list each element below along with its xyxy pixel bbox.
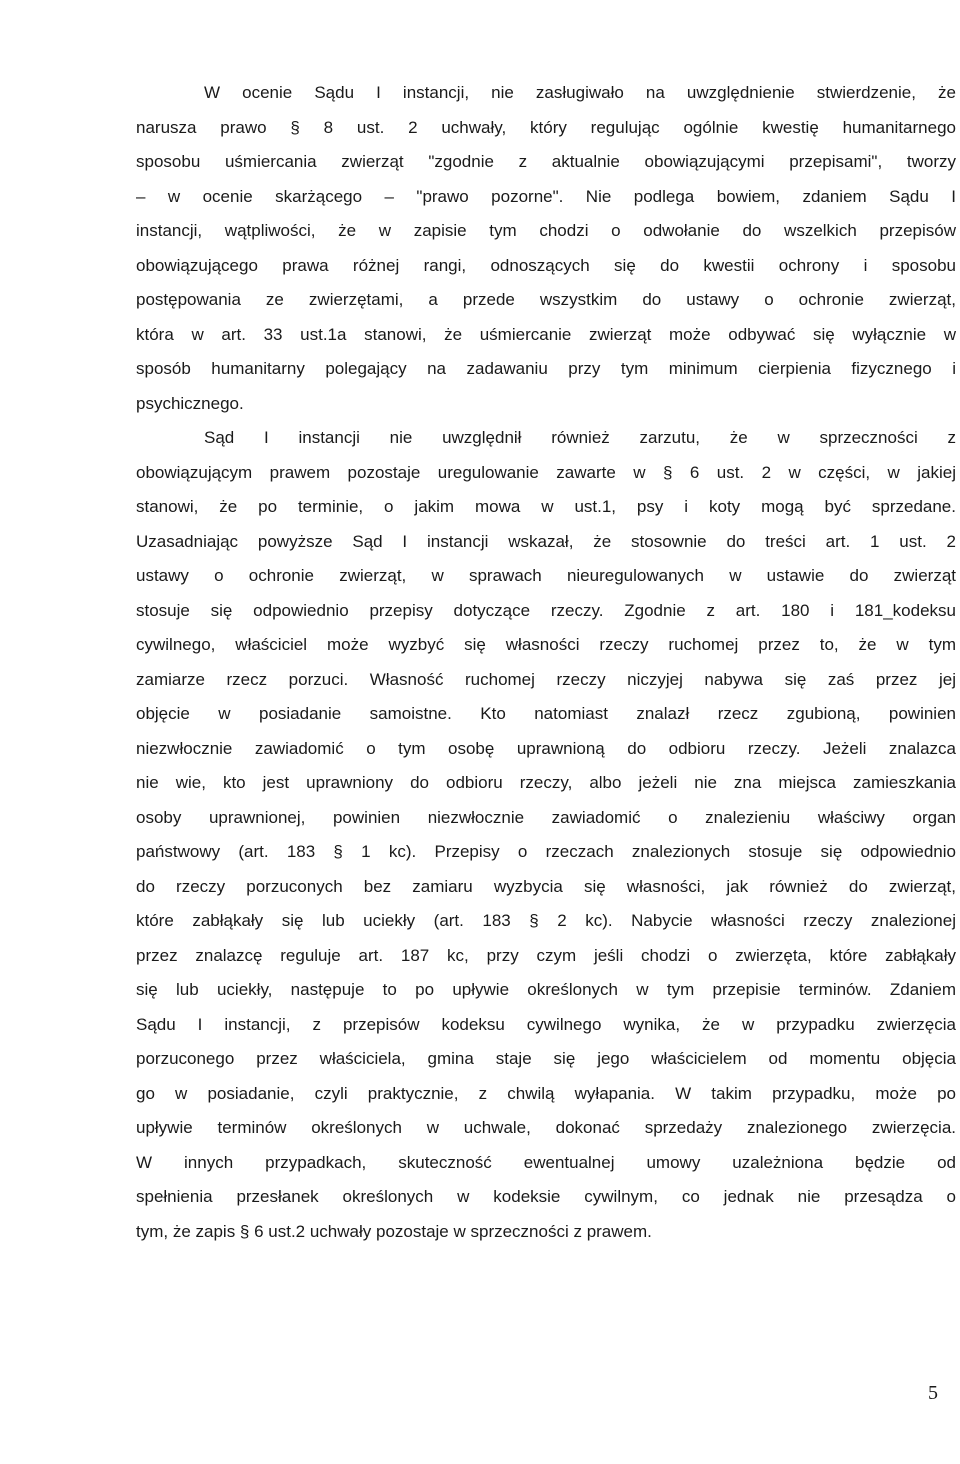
text-line: stanowi, że po terminie, o jakim mowa w ust.1, psy i koty mogą być sprzedane. xyxy=(136,497,956,516)
text-line: spełnienia przesłanek określonych w kodeksie cywilnym, co jednak nie przesądza o xyxy=(136,1187,956,1206)
text-line: osoby uprawnionej, powinien niezwłocznie zawiadomić o znalezieniu właściwy organ xyxy=(136,807,956,827)
text-line: porzuconego przez właściciela, gmina staje się jego właścicielem od momentu objęcia xyxy=(136,1049,956,1068)
text-line: się lub uciekły, następuje to po upływie określonych w tym przepisie terminów. Zdaniem xyxy=(136,980,956,999)
text-line: go w posiadanie, czyli praktycznie, z chwilą wyłapania. W takim przypadku, może po xyxy=(136,1083,956,1103)
text-line: instancji, wątpliwości, że w zapisie tym chodzi o odwołanie do wszelkich przepisów xyxy=(136,221,956,240)
text-line: przez znalazcę reguluje art. 187 kc, przy czym jeśli chodzi o zwierzęta, które zabłąkały xyxy=(136,945,956,965)
text-line: narusza prawo § 8 ust. 2 uchwały, który regulując ogólnie kwestię humanitarnego xyxy=(136,117,956,137)
text-line: upływie terminów określonych w uchwale, dokonać sprzedaży znalezionego zwierzęcia. xyxy=(136,1118,956,1137)
text-line: do rzeczy porzuconych bez zamiaru wyzbycia się własności, jak również do zwierząt, xyxy=(136,876,956,896)
text-line: sposobu uśmiercania zwierząt "zgodnie z aktualnie obowiązującymi przepisami", tworzy xyxy=(136,152,956,171)
text-line: objęcie w posiadanie samoistne. Kto natomiast znalazł rzecz zgubioną, powinien xyxy=(136,704,956,723)
body-text xyxy=(136,76,956,1249)
text-line: – w ocenie skarżącego – "prawo pozorne". Nie podlega bowiem, zdaniem Sądu I xyxy=(136,186,956,206)
text-line: postępowania ze zwierzętami, a przede wszystkim do ustawy o ochronie zwierząt, xyxy=(136,290,956,309)
text-line: Uzasadniając powyższe Sąd I instancji wskazał, że stosownie do treści art. 1 ust. 2 xyxy=(136,531,956,551)
text-line: nie wie, kto jest uprawniony do odbioru rzeczy, albo jeżeli nie zna miejsca zamieszkania xyxy=(136,773,956,792)
text-line: W ocenie Sądu I instancji, nie zasługiwało na uwzględnienie stwierdzenie, że xyxy=(204,83,956,102)
text-line: Sądu I instancji, z przepisów kodeksu cywilnego wynika, że w przypadku zwierzęcia xyxy=(136,1014,956,1034)
text-line: obowiązującym prawem pozostaje uregulowanie zawarte w § 6 ust. 2 w części, w jakiej xyxy=(136,462,956,482)
text-line: tym, że zapis § 6 ust.2 uchwały pozostaje w sprzeczności z prawem. xyxy=(136,1221,652,1241)
text-line: psychicznego. xyxy=(136,393,244,413)
text-line: która w art. 33 ust.1a stanowi, że uśmiercanie zwierząt może odbywać się wyłącznie w xyxy=(136,324,956,344)
text-line: stosuje się odpowiednio przepisy dotyczące rzeczy. Zgodnie z art. 180 i 181_kodeksu xyxy=(136,600,956,620)
page-number: 5 xyxy=(928,1382,938,1404)
text-line: niezwłocznie zawiadomić o tym osobę uprawnioną do odbioru rzeczy. Jeżeli znalazca xyxy=(136,738,956,758)
text-line: ustawy o ochronie zwierząt, w sprawach nieuregulowanych w ustawie do zwierząt xyxy=(136,566,956,585)
text-line: sposób humanitarny polegający na zadawaniu przy tym minimum cierpienia fizycznego i xyxy=(136,359,956,378)
text-line: które zabłąkały się lub uciekły (art. 183 § 2 kc). Nabycie własności rzeczy znalezionej xyxy=(136,911,956,930)
text-line: Sąd I instancji nie uwzględnił również zarzutu, że w sprzeczności z xyxy=(204,428,956,447)
text-line: obowiązującego prawa różnej rangi, odnoszących się do kwestii ochrony i sposobu xyxy=(136,255,956,275)
text-line: cywilnego, właściciel może wyzbyć się własności rzeczy ruchomej przez to, że w tym xyxy=(136,635,956,654)
text-line: państwowy (art. 183 § 1 kc). Przepisy o rzeczach znalezionych stosuje się odpowiednio xyxy=(136,842,956,861)
text-line: zamiarze rzecz porzuci. Własność ruchomej rzeczy niczyjej nabywa się zaś przez jej xyxy=(136,669,956,689)
text-line: W innych przypadkach, skuteczność ewentualnej umowy uzależniona będzie od xyxy=(136,1152,956,1172)
